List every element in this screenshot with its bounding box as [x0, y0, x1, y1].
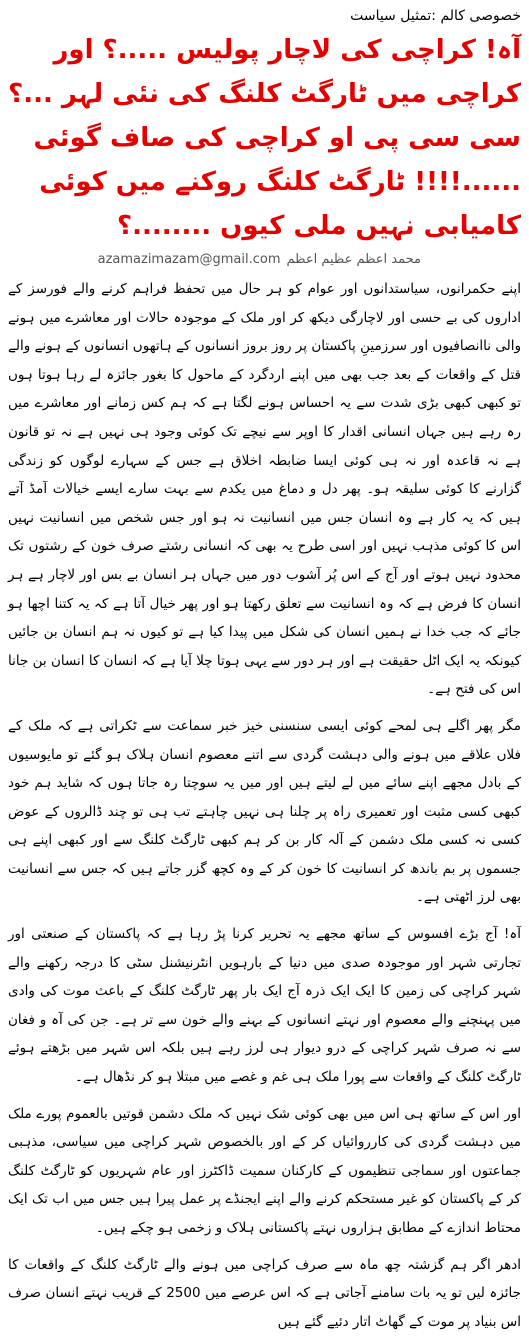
byline	[8, 252, 421, 267]
author-name: محمد اعظم عظیم اعظم	[286, 252, 421, 267]
author-email[interactable]: azamazimazam@gmail.com	[97, 252, 281, 267]
article-paragraph-5: ادھر اگر ہم گزشتہ چھ ماہ سے صرف کراچی میں ہونے والے ٹارگٹ کلنگ کے واقعات کا جائزہ لیں تو یہ بات سامنے آجاتی ہے کہ اس عرصے میں 2500 کے قریب نہتے انسان صرف اس بنیاد پر موت کے گھاٹ اتار دئیے گئے ہیں	[8, 1256, 521, 1330]
article-paragraph-3: آہ! آج بڑے افسوس کے ساتھ مجھے یہ تحریر کرنا پڑ رہا ہے کہ پاکستان کے صنعتی اور تجارتی شہر اور موجودہ صدی میں دنیا کے بارہویں انٹرنیشنل سٹی کا درجہ رکھنے والے شہر کراچی کی زمین کا ایک ایک ذرہ آج ایک بار پھر ٹارگٹ کلنگ کے باعث موت کی وادی میں پہنچنے والے معصوم اور نہتے انسانوں کے بہنے والے خون سے تر ہے۔ جن کی آہ و فغان سے نہ صرف شہر کراچی کے درو دیوار ہی لرز رہے ہیں بلکہ اس شہر میں بڑھتے ہوئے ٹارگٹ کلنگ کے واقعات سے پورا ملک ہی غم و غصے میں مبتلا ہو کر نڈھال ہے۔	[8, 926, 521, 1086]
article-paragraph-1: اپنے حکمرانوں، سیاستدانوں اور عوام کو ہر حال میں تحفظ فراہم کرنے والے فورسز کے اداروں کی بے حسی اور لاچارگی دیکھ کر اور ملک کے موجودہ حالات اور معاشرے میں ہونے والی ناانصافیوں اور سرزمینِ پاکستان پر روز بروز انسانوں کے ہاتھوں انسانوں کے ہونے والے قتل کے واقعات کے بعد جب بھی میں اپنے اردگرد کے ماحول کا بغور جائزہ لے رہا ہوتا ہوں تو کبھی کبھی بڑی شدت سے یہ احساس ہونے لگتا ہے کہ ہم کس زمانے اور معاشرے میں رہ رہے ہیں جہاں انسانی اقدار کا اوپر سے نیچے تک کوئی وجود ہی نہیں ہے نہ تو قانون ہے نہ قاعدہ اور نہ ہی کوئی ایسا ضابطہ اخلاق ہے جس کے سہارے لوگوں کو زندگی گزارنے کا کوئی سلیقہ ہو۔ پھر دل و دماغ میں یکدم سے بہت سارے ایسے خیالات آمڈ آتے ہیں کہ یہ کار ہے وہ انسان جس میں انسانیت نہ ہو اور جس شخص میں انسانیت نہیں اس کا کوئی مذہب نہیں اور اسی طرح یہ بھی کہ انسانی رشتے صرف خون کے رشتوں تک محدود نہیں ہوتے اور آج کے اس پُر آشوب دور میں جہاں ہر انسان بے بس اور لاچار ہے ہر انسان کا فرض ہے کہ وہ انسانیت سے تعلق رکھتا ہو اور پھر خیال آتا ہے کہ یہ کتنا اچھا ہو جائے کہ جب خدا نے ہمیں انسان کی شکل میں پیدا کیا ہے تو کیوں نہ ہم انسان بن جائیں کیونکہ یہ ایک اٹل حقیقت ہے اور ہر دور سے یہی ہوتا چلا آیا ہے کہ انسان کا انسان بن جانا اس کی فتح ہے۔	[8, 281, 521, 698]
article-paragraph-4: اور اس کے ساتھ ہی اس میں بھی کوئی شک نہیں کہ ملک دشمن قوتیں بالعموم پورے ملک میں دہشت گردی کی کارروائیاں کر کے اور بالخصوص شہر کراچی میں سیاسی، مذہبی جماعتوں اور سماجی تنظیموں کے کارکنان سمیت ڈاکٹرز اور عام شہریوں کو ٹارگٹ کلنگ کر کے پاکستان کو غیر مستحکم کرنے والے اپنے ایجنڈے پر عمل پیرا ہیں جس میں اب تک ایک محتاط اندازے کے مطابق ہزاروں نہتے پاکستانی ہلاک و زخمی ہو چکے ہیں۔	[8, 1105, 521, 1236]
article-headline: آہ! کراچی کی لاچار پولیس .....؟ اور کراچی میں ٹارگٹ کلنگ کی نئی لہر ...؟ سی سی پی او کراچی کی صاف گوئی ......!!!! ٹارگٹ کلنگ روکنے میں کوئی کامیابی نہیں ملی کیوں ........؟	[8, 35, 521, 241]
column-kicker: خصوصی کالم :تمثیل سیاست	[350, 8, 521, 24]
article-paragraph-2: مگر پھر اگلے ہی لمحے کوئی ایسی سنسنی خیز خبر سماعت سے ٹکراتی ہے کہ ملک کے فلاں علاقے میں ہونے والی دہشت گردی سے اتنے معصوم انسان ہلاک ہو گئے تو مایوسیوں کے بادل مجھے اپنے سائے میں لے لیتے ہیں اور میں یہ سوچتا رہ جاتا ہوں کہ شاید ہم خود کبھی کسی مثبت اور تعمیری راہ پر چلنا ہی نہیں چاہتے تب ہی تو چند ڈالروں کے عوض کسی نہ کسی ملک دشمن کے آلہ کار بن کر ہم کبھی ٹارگٹ کلنگ سے اور کبھی اپنے ہی جسموں پر بم باندھ کر انسانیت کا خون کر کے وہ کچھ گزر جاتے ہیں کہ جس سے انسانیت بھی لرز اٹھتی ہے۔	[8, 717, 521, 906]
